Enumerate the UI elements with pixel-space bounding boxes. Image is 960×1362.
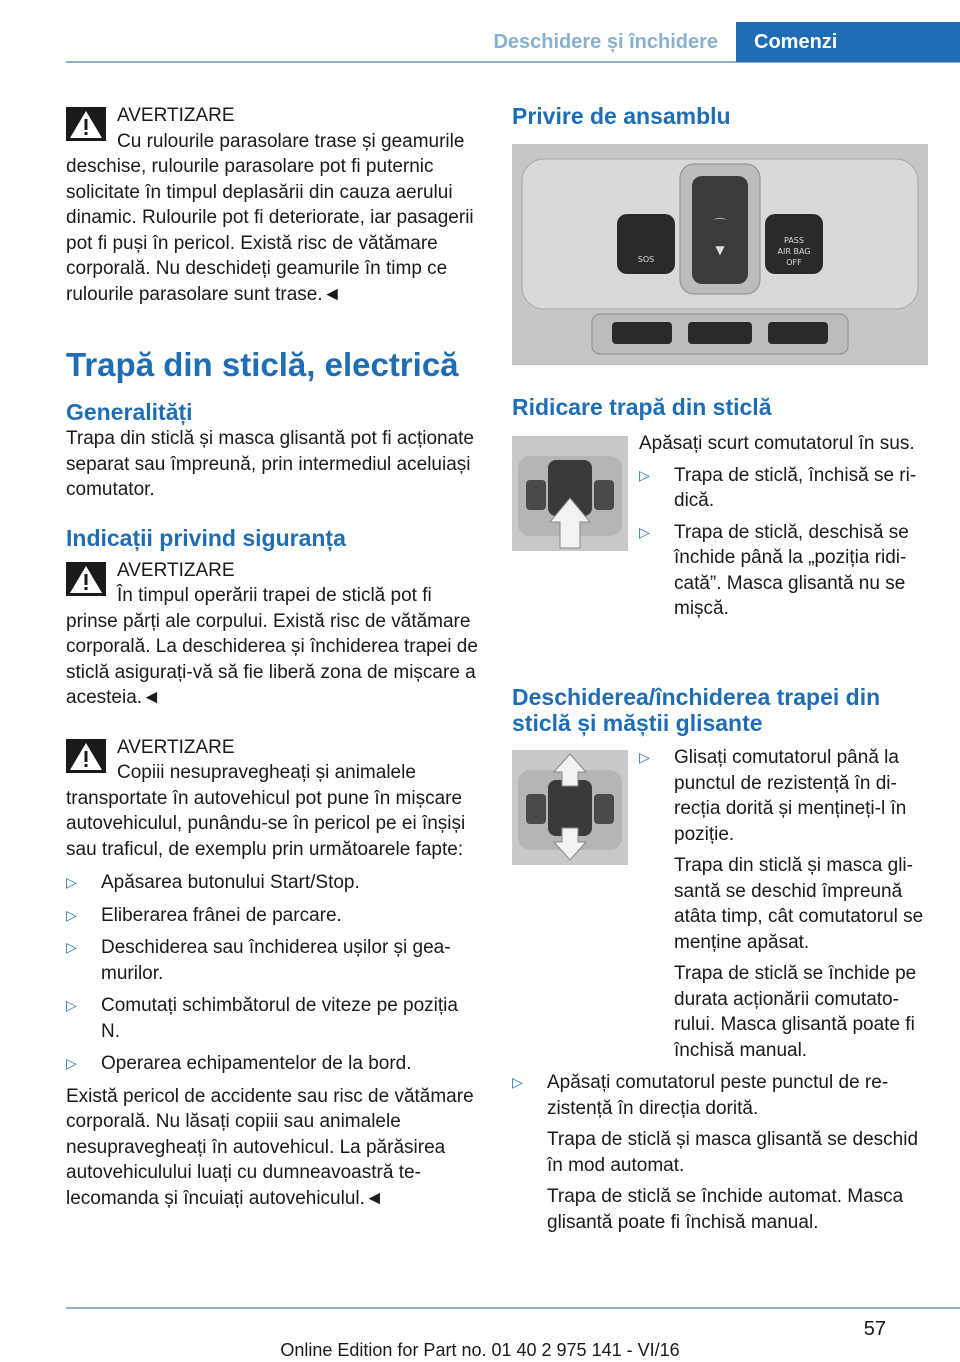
bullet-triangle-icon: ▷ — [512, 1074, 523, 1090]
list-item-text: Trapa de sticlă se închide pe durata acționării comutatorului. Masca glisantă poate fi închisă manual. — [674, 963, 917, 1061]
warning-text-start: În timpul operării trapei de sticlă pot fi — [117, 585, 432, 606]
list-item-text: Trapa de sticlă și masca glisantă se deschid în mod automat. — [547, 1129, 919, 1176]
list-item: ▷ Deschiderea sau închiderea ușilor și geamurilor. — [66, 937, 451, 984]
warning-closing-text: Există pericol de accidente sau risc de vătămare corporală. Nu lăsați copiii sau animalele nesupravegheați în autovehicul. La părăsirea autovehiculului luați cu dumneavoastră telecomanda și încuiați autovehiculul.◄ — [66, 1085, 474, 1209]
warning-icon — [66, 107, 106, 141]
header-active-tab[interactable]: Comenzi — [736, 22, 960, 62]
warning-block-1 — [66, 103, 480, 307]
bullet-triangle-icon: ▷ — [66, 939, 77, 955]
open-close-text-block-2 — [512, 1070, 928, 1235]
warning-icon — [66, 562, 106, 596]
header-section-tab[interactable]: Deschidere și închidere — [493, 31, 718, 53]
warning-icon — [66, 739, 106, 773]
svg-text:▼: ▼ — [715, 243, 725, 257]
list-item: ▷ Trapa de sticlă, închisă se ridică. — [639, 464, 917, 511]
warning-block-3 — [66, 735, 480, 863]
raise-instruction: Apăsați scurt comutatorul în sus. — [639, 433, 915, 454]
raise-heading: Ridicare trapă din sticlă — [512, 394, 772, 420]
footer-rule — [66, 1307, 960, 1309]
open-close-section — [512, 684, 928, 736]
warning-list — [66, 870, 480, 1077]
list-item: ▷ Comutați schimbătorul de viteze pe poziția N. — [66, 995, 458, 1042]
svg-text:AIR BAG: AIR BAG — [777, 247, 811, 256]
section-title: Trapă din sticlă, electrică — [66, 346, 459, 383]
generalities-heading: Generalități — [66, 399, 193, 425]
list-item: ▷ Glisați comutatorul până la punctul de rezistență în direcția dorită și mențineți-l în poziție. Trapa din sticlă și masca glisantă se deschid împreună atâta timp, cât comutatorul se menține apăsat. Trapa de sticlă se închide pe durata acționării comutatorului. Masca glisantă poate fi închisă manual. — [639, 745, 928, 1063]
svg-text:⌒: ⌒ — [713, 217, 727, 231]
safety-heading: Indicații privind siguranța — [66, 524, 346, 551]
warning-text-start: Cu rulourile parasolare trase și geamurile — [117, 130, 465, 152]
footer-edition: Online Edition for Part no. 01 40 2 975 141 - VI/16 — [280, 1340, 680, 1360]
generalities-text: Trapa din sticlă și masca glisantă pot fi acționate separat sau împreună, prin intermediul aceluiași comutator. — [66, 428, 474, 500]
open-close-text-block — [639, 745, 928, 1063]
switch-up-down-image — [512, 750, 628, 865]
svg-text:PASS: PASS — [784, 236, 804, 245]
open-close-list-2 — [512, 1070, 928, 1235]
svg-text:OFF: OFF — [786, 258, 802, 267]
raise-list — [639, 463, 928, 622]
warning-label: AVERTIZARE — [117, 105, 235, 126]
bullet-triangle-icon: ▷ — [66, 997, 77, 1013]
svg-text:SOS: SOS — [637, 255, 655, 264]
warning-block-2 — [66, 558, 480, 711]
bullet-triangle-icon: ▷ — [66, 1055, 77, 1071]
bullet-triangle-icon: ▷ — [66, 906, 77, 923]
page-number: 57 — [863, 1318, 886, 1340]
bullet-triangle-icon: ▷ — [66, 874, 77, 890]
list-item: ▷ Operarea echipamentelor de la bord. — [66, 1051, 480, 1077]
raise-text-block — [639, 431, 928, 622]
warning-text: transportate în autovehicul pot pune în mișcare autovehiculul, punându-se în pericol pe ei înșiși sau traficul, de exemplu prin următoarele fapte: — [66, 787, 466, 860]
list-item: ▷ Apăsarea butonului Start/Stop. — [66, 870, 480, 896]
warning-label: AVERTIZARE — [117, 559, 235, 581]
right-column — [512, 103, 928, 130]
bullet-triangle-icon: ▷ — [639, 466, 650, 483]
warning-label: AVERTIZARE — [117, 736, 235, 758]
list-item: ▷ Trapa de sticlă, deschisă se închide până la „poziția ridicată”. Masca glisantă nu se mișcă. — [639, 521, 909, 619]
overhead-console-image — [512, 144, 928, 365]
list-item: ▷ Eliberarea frânei de parcare. — [66, 903, 480, 929]
list-item: ▷ Apăsați comutatorul peste punctul de rezistență în direcția dorită. Trapa de sticlă și masca glisantă se deschid în mod automat. Trapa de sticlă se închide automat. Masca glisantă poate fi închisă manual. — [512, 1070, 928, 1235]
bullet-triangle-icon: ▷ — [639, 749, 650, 765]
left-column — [66, 103, 480, 1211]
raise-section — [512, 394, 928, 421]
warning-text: prinse părți ale corpului. Există risc de vătămare corporală. La deschiderea și închiderea trapei de sticlă asigurați-vă să fie liberă zona de mișcare a acesteia.◄ — [66, 610, 478, 708]
open-close-heading: Deschiderea/închiderea trapei din sticlă și măștii glisante — [512, 684, 881, 736]
bullet-triangle-icon: ▷ — [639, 523, 650, 540]
warning-text: deschise, rulourile parasolare pot fi puternic solicitate în timpul deplasării din cauza aerului dinamic. Rulourile pot fi deteriorate, iar pasagerii pot fi puși în pericol. Există risc de vătămare corporală. Nu deschideți geamurile în timp ce rulourile parasolare sunt trase.◄ — [66, 156, 474, 305]
warning-text-start: Copiii nesupravegheați și animalele — [117, 762, 416, 783]
open-close-list — [639, 745, 928, 1063]
overview-heading: Privire de ansamblu — [512, 103, 731, 129]
switch-up-image — [512, 436, 628, 551]
list-item-text: Trapa de sticlă se închide automat. Masca glisantă poate fi închisă manual. — [547, 1186, 904, 1233]
list-item-text: Trapa din sticlă și masca glisantă se deschid împreună atâta timp, cât comutatorul se menține apăsat. — [674, 855, 924, 953]
